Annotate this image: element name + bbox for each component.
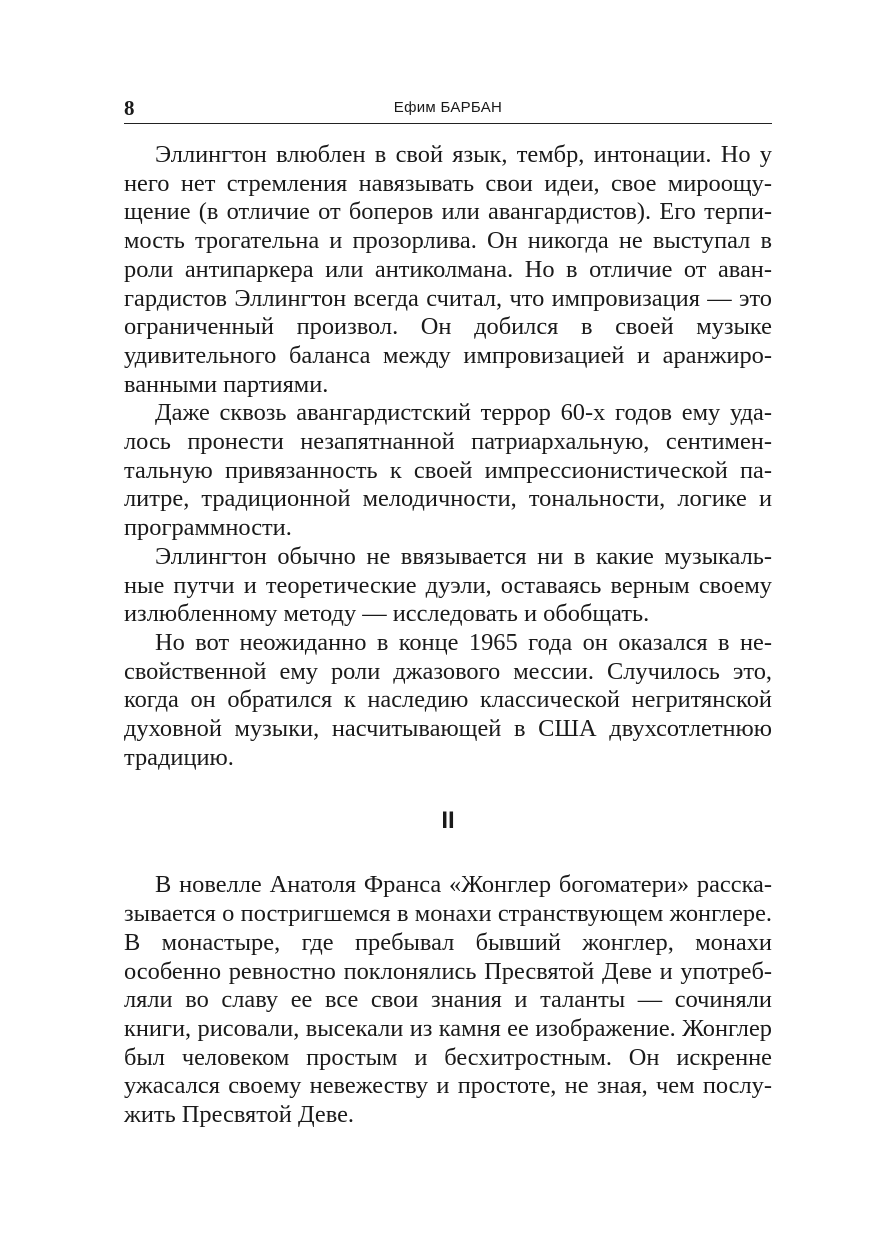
paragraph: Но вот неожиданно в конце 1965 года он оказался в несвойственной ему роли джазового мессии. Случилось это, когда он обратился к наследию классической негритянской духовной музыки, насчитывающей в США двухсотлетнюю традицию. [124,628,772,771]
page-number: 8 [124,96,135,120]
paragraph: В новелле Анатоля Франса «Жонглер богоматери» рассказывается о постригшемся в монахи странствующем жонглере. В монастыре, где пребывал бывший жонглер, монахи особенно ревностно поклонялись Пресвятой Деве и употребляли во славу ее все свои знания и таланты — сочиняли книги, рисовали, высекали из камня ее изображение. Жонглер был человеком простым и бесхитростным. Он искренне ужасался своему невежеству и простоте, не зная, чем послужить Пресвятой Деве. [124,871,772,1129]
section-heading: II [441,807,455,835]
paragraph: Даже сквозь авангардистский террор 60-х годов ему удалось пронести незапятнанной патриархальную, сентиментальную привязанность к своей импрессионистической палитре, традиционной мелодичности, тональности, логике и программности. [124,399,772,542]
paragraph: Эллингтон влюблен в свой язык, тембр, интонации. Но у него нет стремления навязывать свои идеи, свое мироощущение (в отличие от боперов или авангардистов). Его терпимость трогательна и прозорлива. Он никогда не выступал в роли антипаркера или антиколмана. Но в отличие от авангардистов Эллингтон всегда считал, что импровизация — это ограниченный произвол. Он добился в своей музыке удивительного баланса между импровизацией и аранжированными партиями. [124,141,772,398]
paragraph: Эллингтон обычно не ввязывается ни в какие музыкальные путчи и теоретические дуэли, оставаясь верным своему излюбленному методу — исследовать и обобщать. [124,542,772,628]
page-header [124,96,772,122]
body-text [124,141,772,1130]
running-head: Ефим БАРБАН [393,99,503,116]
header-rule [124,123,772,124]
